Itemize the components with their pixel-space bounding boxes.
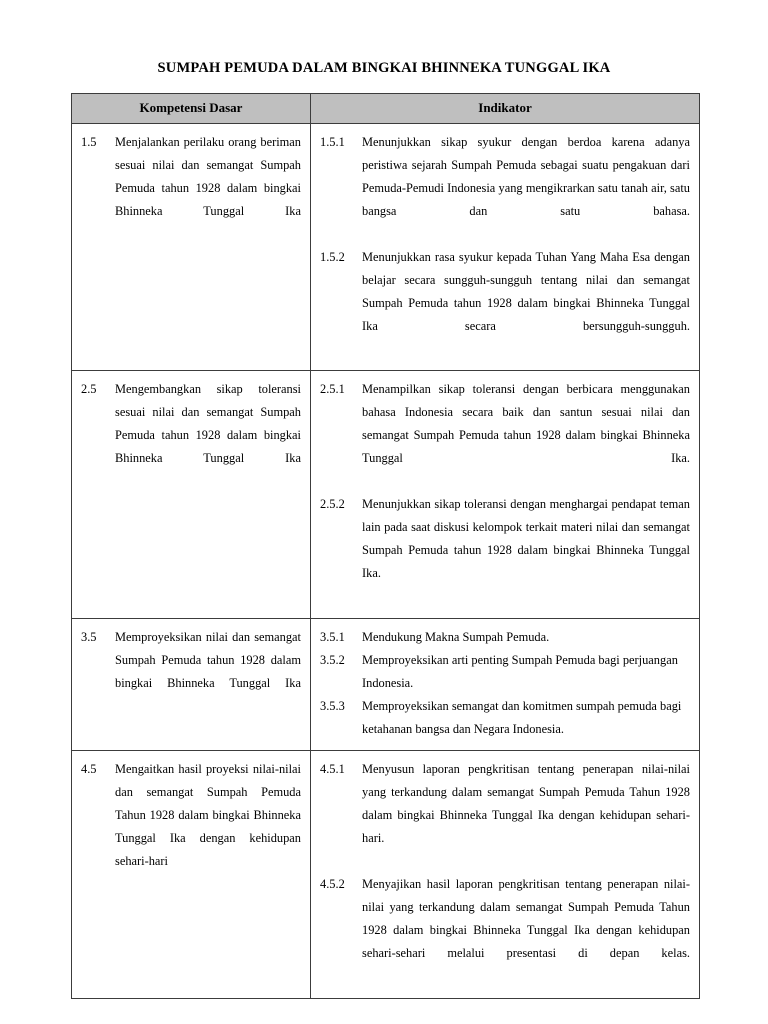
cell-indikator xyxy=(311,618,700,751)
list-item xyxy=(320,649,690,695)
item-text: Menunjukkan rasa syukur kepada Tuhan Yang Maha Esa dengan belajar secara sungguh-sungguh tentang nilai dan semangat Sumpah Pemuda tahun 1928 dalam bingkai Bhinneka Tunggal Ika secara bersungguh-sungguh. xyxy=(362,249,690,333)
item-number: 1.5.1 xyxy=(320,135,345,149)
list-item xyxy=(320,873,690,988)
cell-indikator xyxy=(311,124,700,371)
item-text: Mendukung Makna Sumpah Pemuda. xyxy=(362,629,550,644)
item-number: 3.5 xyxy=(81,629,97,644)
item-text: Mengembangkan sikap toleransi sesuai nilai dan semangat Sumpah Pemuda tahun 1928 dalam bingkai Bhinneka Tunggal Ika xyxy=(115,382,301,466)
cell-indikator xyxy=(311,371,700,618)
competency-indicator-table xyxy=(71,93,700,999)
table-row xyxy=(72,371,700,618)
item-number: 4.5 xyxy=(81,762,97,777)
list-item xyxy=(81,758,301,896)
item-text: Menyajikan hasil laporan pengkritisan tentang penerapan nilai-nilai yang terkandung dalam semangat Sumpah Pemuda Tahun 1928 dalam bingkai Bhinneka Tunggal Ika dengan kehidupan sehari-sehari melalui presentasi di depan kelas. xyxy=(362,877,690,960)
page-title: SUMPAH PEMUDA DALAM BINGKAI BHINNEKA TUNGGAL IKA xyxy=(157,60,611,76)
item-text: Memproyeksikan semangat dan komitmen sumpah pemuda bagi ketahanan bangsa dan Negara Indonesia. xyxy=(362,698,682,736)
list-item xyxy=(320,626,690,649)
table-row xyxy=(72,751,700,998)
item-number: 4.5.2 xyxy=(320,877,345,892)
item-number: 2.5.2 xyxy=(320,497,345,512)
table-header xyxy=(72,94,700,124)
item-number: 4.5.1 xyxy=(320,762,345,777)
list-item xyxy=(320,695,690,741)
list-item xyxy=(320,493,690,608)
item-text: Menjalankan perilaku orang beriman sesuai nilai dan semangat Sumpah Pemuda tahun 1928 dalam bingkai Bhinneka Tunggal Ika xyxy=(115,135,301,218)
table-body xyxy=(72,124,700,999)
item-text: Menunjukkan sikap toleransi dengan menghargai pendapat teman lain pada saat diskusi kelompok terkait materi nilai dan semangat Sumpah Pemuda tahun 1928 dalam bingkai Bhinneka Tunggal Ika. xyxy=(362,497,690,580)
table-row xyxy=(72,618,700,751)
list-item xyxy=(81,131,301,246)
list-item xyxy=(320,131,690,246)
item-text: Mengaitkan hasil proyeksi nilai-nilai dan semangat Sumpah Pemuda Tahun 1928 dalam bingkai Bhinneka Tunggal Ika dengan kehidupan sehari-hari xyxy=(115,762,301,869)
item-text: Menyusun laporan pengkritisan tentang penerapan nilai-nilai yang terkandung dalam semangat Sumpah Pemuda Tahun 1928 dalam bingkai Bhinneka Tunggal Ika dengan kehidupan sehari-hari. xyxy=(362,762,690,846)
item-number: 3.5.3 xyxy=(320,698,345,713)
cell-kompetensi-dasar xyxy=(72,124,311,371)
cell-kompetensi-dasar xyxy=(72,618,311,751)
competency-table-wrapper xyxy=(71,93,699,999)
list-item xyxy=(81,626,301,718)
item-number: 2.5 xyxy=(81,382,97,397)
item-text: Memproyeksikan nilai dan semangat Sumpah Pemuda tahun 1928 dalam bingkai Bhinneka Tunggal Ika xyxy=(115,629,301,690)
list-item xyxy=(320,758,690,873)
item-number: 3.5.1 xyxy=(320,629,345,644)
table-header-row xyxy=(72,94,700,124)
list-item xyxy=(320,246,690,361)
item-number: 1.5.2 xyxy=(320,249,345,264)
item-number: 1.5 xyxy=(81,135,97,149)
list-item xyxy=(81,378,301,493)
cell-indikator xyxy=(311,751,700,998)
item-text: Menunjukkan sikap syukur dengan berdoa karena adanya peristiwa sejarah Sumpah Pemuda sebagai suatu pengakuan dari Pemuda-Pemudi Indonesia yang mengikrarkan satu tanah air, satu bangsa dan satu bahasa. xyxy=(362,135,690,218)
column-header-kompetensi-dasar: Kompetensi Dasar xyxy=(72,94,311,124)
list-item xyxy=(320,378,690,493)
item-text: Menampilkan sikap toleransi dengan berbicara menggunakan bahasa Indonesia secara baik dan santun sesuai nilai dan semangat Sumpah Pemuda tahun 1928 dalam bingkai Bhinneka Tunggal Ika. xyxy=(362,382,690,466)
cell-kompetensi-dasar xyxy=(72,751,311,998)
item-number: 2.5.1 xyxy=(320,382,345,397)
item-number: 3.5.2 xyxy=(320,652,345,667)
item-text: Memproyeksikan arti penting Sumpah Pemuda bagi perjuangan Indonesia. xyxy=(362,652,678,690)
column-header-indikator: Indikator xyxy=(311,94,700,124)
table-row xyxy=(72,124,700,371)
cell-kompetensi-dasar xyxy=(72,371,311,618)
